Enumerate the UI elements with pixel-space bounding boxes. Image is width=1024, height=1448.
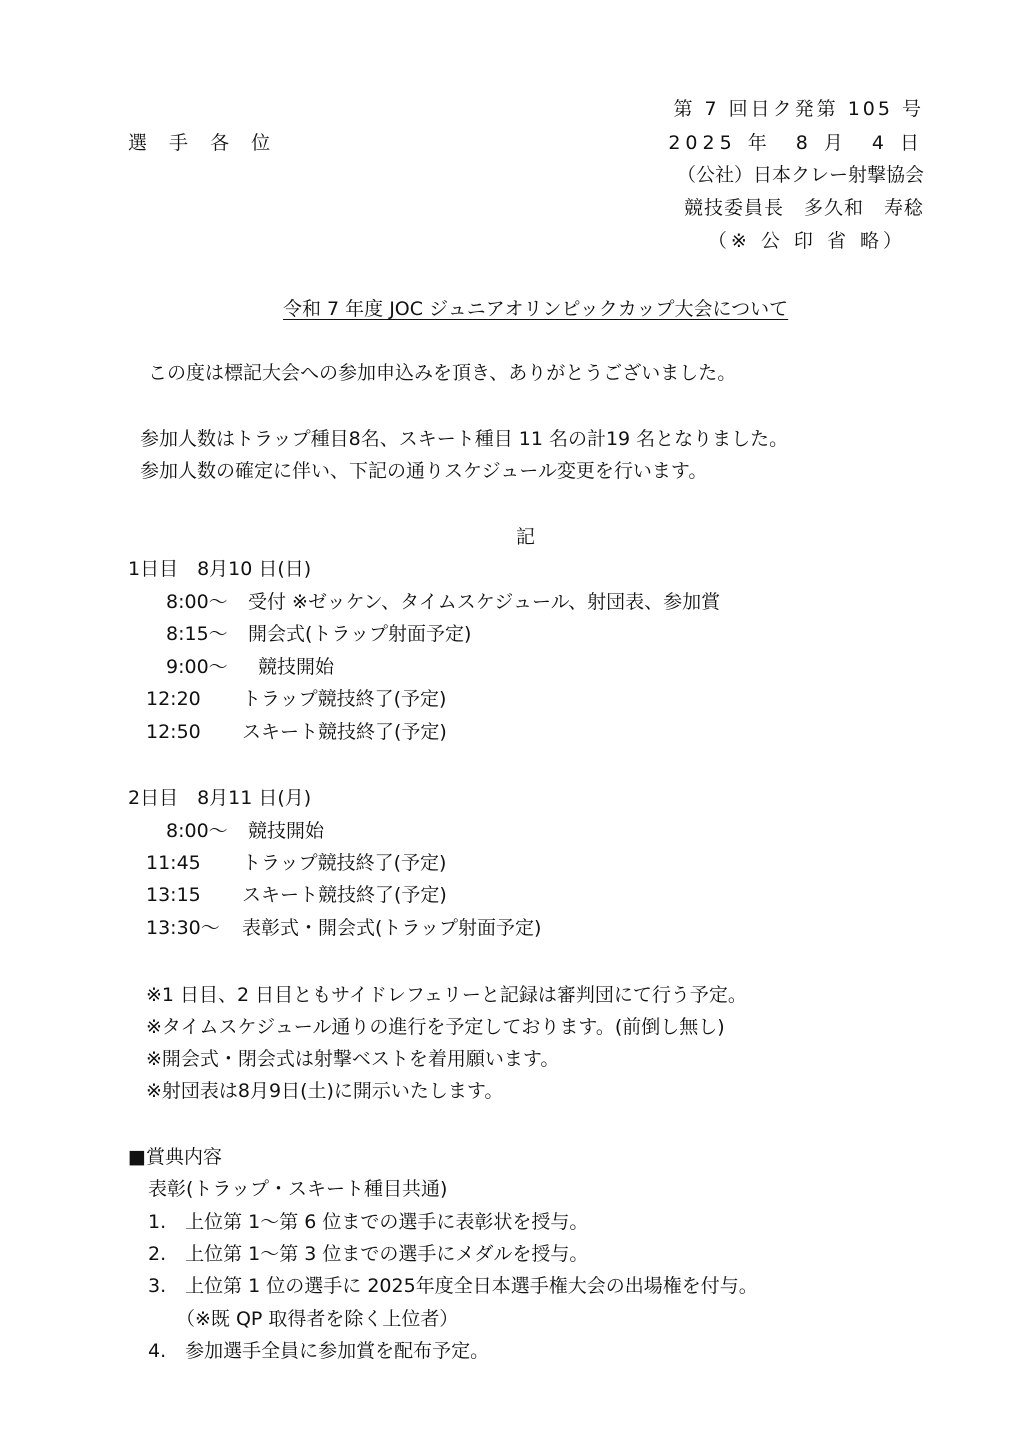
schedule-text: 表彰式・開会式(トラップ射面予定) <box>242 917 542 939</box>
day2-heading: 2日目 8月11 日(月) <box>128 787 312 809</box>
doc-number: 第 7 回日ク発第 105 号 <box>673 98 924 120</box>
schedule-text: 受付 ※ゼッケン、タイムスケジュール、射団表、参加賞 <box>248 591 721 613</box>
document-title: 令和 7 年度 JOC ジュニアオリンピックカップ大会について <box>283 298 789 320</box>
ki-marker: 記 <box>516 526 536 548</box>
schedule-text: トラップ競技終了(予定) <box>242 688 447 710</box>
schedule-item <box>146 686 446 712</box>
award-item-note: （※既 QP 取得者を除く上位者） <box>176 1308 459 1330</box>
seal-note: （※ 公 印 省 略） <box>707 230 906 252</box>
schedule-time: 9:00～ <box>166 656 228 678</box>
schedule-text: トラップ競技終了(予定) <box>242 852 447 874</box>
schedule-text: スキート競技終了(予定) <box>242 721 447 743</box>
award-item: 3. 上位第 1 位の選手に 2025年度全日本選手権大会の出場権を付与。 <box>148 1275 758 1297</box>
schedule-time: 12:20 <box>146 688 201 710</box>
schedule-time: 12:50 <box>146 721 201 743</box>
award-item: 2. 上位第 1～第 3 位までの選手にメダルを授与。 <box>148 1243 589 1265</box>
schedule-time: 13:15 <box>146 884 201 906</box>
schedule-time: 8:00～ <box>166 820 228 842</box>
schedule-item <box>146 915 541 941</box>
schedule-time: 11:45 <box>146 852 201 874</box>
schedule-item <box>146 654 334 680</box>
schedule-time: 13:30～ <box>146 917 220 939</box>
schedule-time: 8:15～ <box>166 623 228 645</box>
award-item: 1. 上位第 1～第 6 位までの選手に表彰状を授与。 <box>148 1211 589 1233</box>
day1-heading: 1日目 8月10 日(日) <box>128 558 312 580</box>
awards-subheading: 表彰(トラップ・スキート種目共通) <box>148 1178 448 1200</box>
schedule-item <box>146 818 324 844</box>
note-item: ※開会式・閉会式は射撃ベストを着用願います。 <box>146 1048 560 1070</box>
organization: （公社）日本クレー射撃協会 <box>676 164 924 186</box>
note-item: ※タイムスケジュール通りの進行を予定しております。(前倒し無し) <box>146 1016 725 1038</box>
intro-thanks: この度は標記大会への参加申込みを頂き、ありがとうございました。 <box>148 362 737 384</box>
schedule-text: 開会式(トラップ射面予定) <box>248 623 472 645</box>
intro-schedule-change: 参加人数の確定に伴い、下記の通りスケジュール変更を行います。 <box>140 460 708 482</box>
schedule-item <box>146 850 446 876</box>
note-item: ※1 日目、2 日目ともサイドレフェリーと記録は審判団にて行う予定。 <box>146 984 747 1006</box>
signer: 競技委員長 多久和 寿稔 <box>683 197 924 219</box>
awards-heading: ■賞典内容 <box>128 1146 222 1168</box>
schedule-text: 競技開始 <box>248 820 325 842</box>
schedule-text: 競技開始 <box>258 656 335 678</box>
doc-date: 2025 年 8 月 4 日 <box>668 132 924 154</box>
schedule-item <box>146 589 720 615</box>
schedule-item <box>146 621 471 647</box>
award-item: 4. 参加選手全員に参加賞を配布予定。 <box>148 1340 490 1362</box>
schedule-time: 8:00～ <box>166 591 228 613</box>
schedule-text: スキート競技終了(予定) <box>242 884 447 906</box>
note-item: ※射団表は8月9日(土)に開示いたします。 <box>146 1080 504 1102</box>
intro-participants: 参加人数はトラップ種目8名、スキート種目 11 名の計19 名となりました。 <box>140 428 789 450</box>
schedule-item <box>146 882 447 908</box>
schedule-item <box>146 719 447 745</box>
recipient: 選 手 各 位 <box>128 132 279 154</box>
